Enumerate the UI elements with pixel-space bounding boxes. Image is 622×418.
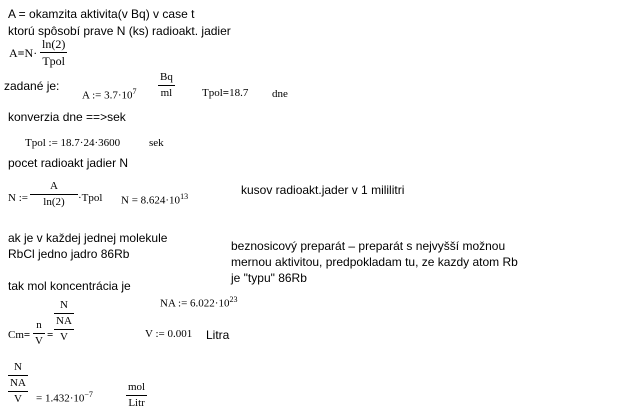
cm-outer-numerator: N (59, 299, 68, 311)
cm-equals-2: = (47, 329, 54, 341)
result-outer-denominator: V (13, 393, 22, 405)
given-label: zadané je: (4, 79, 60, 93)
cm-fraction-n-v (33, 320, 45, 347)
activity-expression: A := 3.7·10 (82, 89, 133, 102)
avogadro-expression (160, 296, 237, 310)
molconc-label: tak mol koncentrácia je (8, 279, 131, 293)
volume-expression: V := 0.001 (145, 328, 193, 340)
nuclei-result (121, 193, 188, 207)
cm-compound-fraction (54, 300, 74, 343)
cm-inner-numerator: NA (56, 315, 72, 327)
conversion-unit: sek (149, 137, 164, 149)
given-half-life (202, 88, 248, 99)
result-inner-numerator: NA (10, 377, 26, 389)
preparat-line-1: beznosicový preparát – preparát s nejvyšší možnou (231, 239, 506, 253)
activity-unit-fraction (158, 72, 175, 99)
preparat-line-2: mernou aktivitou, predpokladam tu, ze kazdy atom Rb (231, 255, 518, 269)
nuclei-lhs: N := (8, 192, 28, 204)
avogadro-value: NA := 6.022·10 (160, 297, 230, 310)
fraction-denominator: Tpol (42, 54, 65, 68)
tpol-value: 18.7 (229, 87, 249, 99)
result-outer-numerator: N (13, 361, 22, 373)
result-unit-fraction (126, 382, 147, 409)
preparat-line-3: je "typu" 86Rb (231, 271, 307, 285)
nuclei-result-value: N = 8.624·10 (121, 194, 181, 207)
definition-line-1: A = okamzita aktivita(v Bq) v case t (8, 7, 195, 21)
nuclei-label: pocet radioakt jadier N (8, 156, 129, 170)
molecule-line-2: RbCl jedno jadro 86Rb (8, 247, 130, 261)
result-expression (36, 391, 93, 405)
result-unit-denominator: Litr (128, 397, 145, 409)
nuclei-denominator: ln(2) (43, 196, 65, 208)
definition-line-2: ktorú spôsobí prave N (ks) radioakt. jadier (8, 24, 231, 38)
conversion-label: konverzia dne ==>sek (8, 110, 126, 124)
result-exponent: −7 (84, 390, 93, 399)
nuclei-rhs: ·Tpol (78, 192, 103, 204)
nuclei-note: kusov radioakt.jader v 1 mililitri (241, 183, 405, 197)
avogadro-exponent: 23 (229, 295, 238, 304)
formula-lhs: A (9, 46, 18, 60)
result-unit-numerator: mol (128, 381, 146, 393)
nuclei-fraction (30, 181, 78, 208)
cm-equals-1: = (23, 329, 31, 341)
unit-denominator: ml (160, 87, 173, 99)
conversion-expression: Tpol := 18.7·24·3600 (25, 137, 121, 149)
formula-fraction (40, 38, 67, 67)
formula-equals: = (17, 46, 25, 60)
given-activity (82, 88, 137, 102)
result-compound-fraction (8, 362, 28, 405)
nuclei-numerator: A (50, 180, 58, 192)
tpol-label: Tpol (202, 87, 223, 99)
fraction-numerator: ln(2) (42, 37, 66, 51)
unit-numerator: Bq (160, 71, 173, 83)
formula-n: N (24, 46, 34, 60)
cm-v: V (35, 335, 43, 347)
activity-exponent: 7 (132, 87, 137, 96)
tpol-unit: dne (272, 88, 288, 100)
tpol-equals: = (222, 87, 230, 99)
cm-n: n (36, 319, 42, 331)
cm-label: Cm (8, 329, 24, 341)
formula-dot: · (33, 46, 38, 60)
cm-outer-denominator: V (59, 331, 68, 343)
result-value: = 1.432·10 (36, 392, 85, 405)
molecule-line-1: ak je v každej jednej molekule (8, 231, 168, 245)
nuclei-result-exponent: 13 (180, 192, 189, 201)
cm-formula-lhs (8, 330, 30, 341)
volume-unit: Litra (206, 328, 230, 342)
